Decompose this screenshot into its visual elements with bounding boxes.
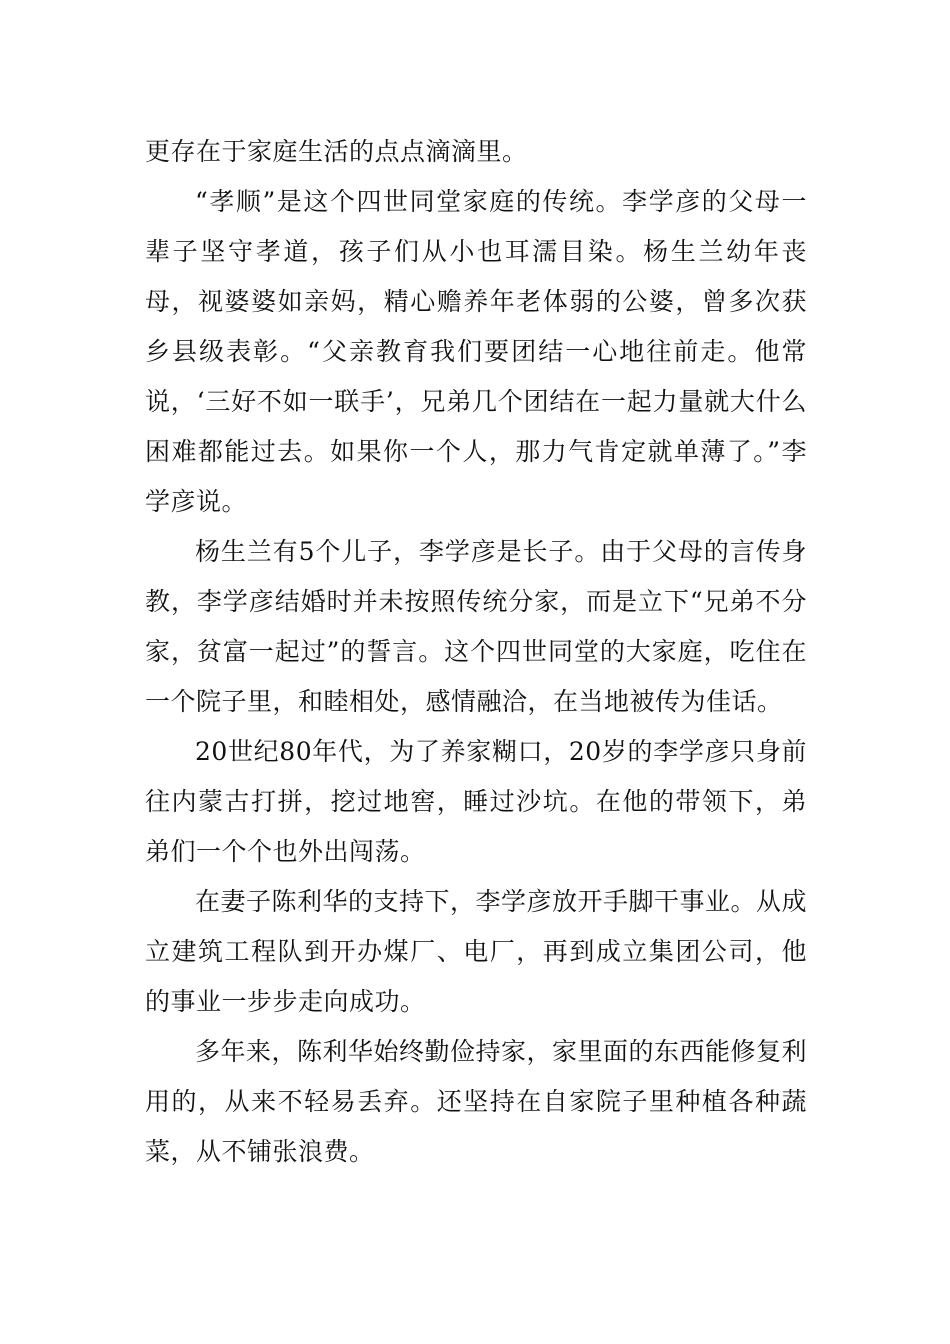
paragraph-thrift: 多年来，陈利华始终勤俭持家，家里面的东西能修复利用的，从来不轻易丢弃。还坚持在自家院子里种植各种蔬菜，从不铺张浪费。 <box>145 1037 808 1166</box>
paragraph-continuation: 更存在于家庭生活的点点滴滴里。 <box>145 137 528 166</box>
paragraph-career: 在妻子陈利华的支持下，李学彦放开手脚干事业。从成立建筑工程队到开办煤厂、电厂，再到成立集团公司，他的事业一步步走向成功。 <box>145 887 808 1016</box>
paragraph-five-sons: 杨生兰有5个儿子，李学彦是长子。由于父母的言传身教，李学彦结婚时并未按照传统分家，而是立下“兄弟不分家，贫富一起过”的誓言。这个四世同堂的大家庭，吃住在一个院子里，和睦相处，感情融洽，在当地被传为佳话。 <box>145 537 807 716</box>
paragraph-filial-piety: “孝顺”是这个四世同堂家庭的传统。李学彦的父母一辈子坚守孝道，孩子们从小也耳濡目染。杨生兰幼年丧母，视婆婆如亲妈，精心赡养年老体弱的公婆，曾多次获乡县级表彰。“父亲教育我们要团结一心地往前走。他常说，‘三好不如一联手’，兄弟几个团结在一起力量就大什么困难都能过去。如果你一个人，那力气肯定就单薄了。”李学彦说。 <box>145 187 807 516</box>
article-body <box>145 127 807 1177</box>
paragraph-1980s: 20世纪80年代，为了养家糊口，20岁的李学彦只身前往内蒙古打拼，挖过地窖，睡过沙坑。在他的带领下，弟弟们一个个也外出闯荡。 <box>145 737 807 866</box>
